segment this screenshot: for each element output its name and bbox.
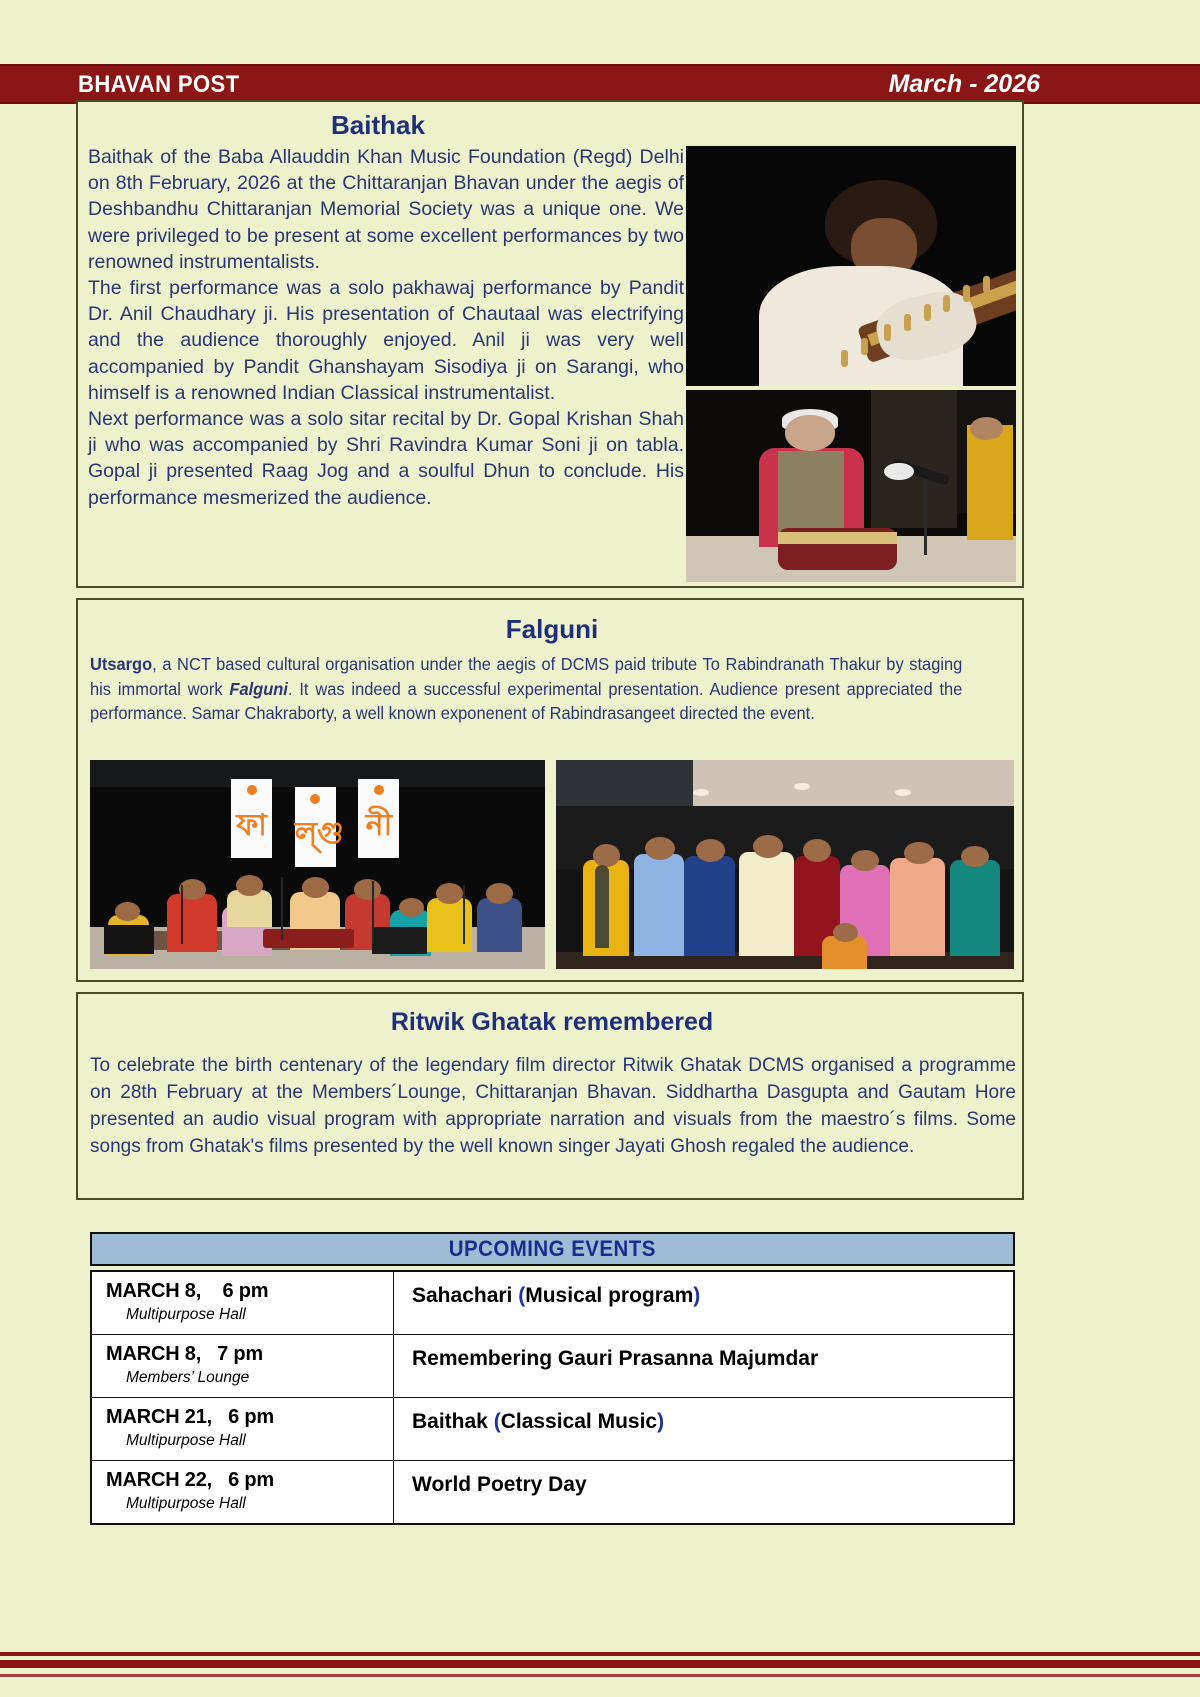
article-falguni [76,598,1024,982]
falguni-heading: Falguni [505,614,599,644]
event-venue: Multipurpose Hall [126,1306,246,1323]
falguni-body [90,652,962,726]
event-paren-text: Classical Music [500,1410,658,1433]
upcoming-events-table [90,1270,1015,1525]
ritwik-heading: Ritwik Ghatak remembered [390,1008,714,1036]
article-ritwik-ghatak [76,992,1024,1200]
footer-rule-bottom [0,1674,1200,1677]
event-when-cell [91,1271,394,1335]
event-when-cell [91,1335,394,1398]
event-what-cell [394,1461,1015,1525]
baithak-body [88,144,684,511]
event-date: MARCH 8, 6 pm [106,1280,269,1302]
falguni-lead-bold: Utsargo [90,654,153,674]
event-title [412,1284,700,1307]
event-paren-text: Musical program [525,1284,694,1307]
event-paren-close: ) [657,1410,665,1433]
footer-rule-mid [0,1660,1200,1668]
baithak-paragraph-1: Baithak of the Baba Allauddin Khan Music Foundation (Regd) Delhi on 8th February, 2026 at the Chittaranjan Bhavan under the aegis of Deshbandhu Chittaranjan Memorial Society was a unique one. We were privileged to be present at some excellent performances by two renowned instrumentalists. [88,146,684,273]
event-when-cell [91,1398,394,1461]
event-paren-open: ( [493,1410,501,1433]
masthead-bar [0,64,1200,104]
sitar-player-photo [686,146,1016,386]
table-row [91,1271,1014,1335]
event-title-main: World Poetry Day [412,1473,587,1496]
event-title-main: Sahachari [412,1284,519,1307]
falguni-text-part-2: . It was indeed a successful experimental presentation. Audience present appreciated the performance. Samar Chakraborty, a well known exponenent of Rabindrasangeet directed the event. [90,678,963,723]
event-title [412,1473,587,1496]
upcoming-events-title: UPCOMING EVENTS [448,1236,657,1261]
event-what-cell [394,1398,1015,1461]
event-when-cell [91,1461,394,1525]
footer-rule-top [0,1652,1200,1656]
event-what-cell [394,1335,1015,1398]
issue-date: March - 2026 [888,70,1040,98]
event-venue: Multipurpose Hall [126,1432,246,1449]
upcoming-events-section [90,1232,1015,1525]
publication-title: BHAVAN POST [78,71,240,98]
ritwik-body: To celebrate the birth centenary of the legendary film director Ritwik Ghatak DCMS organised a programme on 28th February at the Members´Lounge, Chittaranjan Bhavan. Siddhartha Dasgupta and Gautam Hore presented an audio visual program with appropriate narration and visuals from the maestro´s films. Some songs from Ghatak's films presented by the well known singer Jayati Ghosh regaled the audience. [90,1055,1016,1157]
event-paren-open: ( [518,1284,526,1307]
event-venue: Multipurpose Hall [126,1495,246,1512]
event-paren-close: ) [693,1284,701,1307]
event-title-main: Remembering Gauri Prasanna Majumdar [412,1347,819,1370]
event-title-main: Baithak [412,1410,494,1433]
falguni-group-photo [556,760,1014,969]
table-row [91,1461,1014,1525]
table-row [91,1335,1014,1398]
falguni-chorus-photo: ফা ল্গু নী [90,760,545,969]
event-date: MARCH 22, 6 pm [106,1469,274,1491]
event-date: MARCH 8, 7 pm [106,1343,264,1365]
event-title [412,1410,664,1433]
baithak-paragraph-3: Next performance was a solo sitar recital by Dr. Gopal Krishan Shah ji who was accompanied by Shri Ravindra Kumar Soni ji on tabla. Gopal ji presented Raag Jog and a soulful Dhun to conclude. His performance mesmerized the audience. [88,408,684,509]
table-row [91,1398,1014,1461]
article-baithak [76,100,1024,588]
event-date: MARCH 21, 6 pm [106,1406,274,1428]
falguni-emphasis: Falguni [229,678,288,699]
event-venue: Members’ Lounge [126,1369,250,1386]
pakhawaj-player-photo [686,390,1016,582]
baithak-heading: Baithak [331,110,425,140]
event-what-cell [394,1271,1015,1335]
falguni-text-part-1: , a NCT based cultural organisation under the aegis of DCMS paid tribute To Rabindranath Thakur by staging his immortal work [90,654,963,699]
upcoming-events-header [90,1232,1015,1266]
baithak-paragraph-2: The first performance was a solo pakhawaj performance by Pandit Dr. Anil Chaudhary ji. His presentation of Chautaal was electrifying and the audience thoroughly enjoyed. Anil ji was very well accompanied by Pandit Ghanshayam Sisodiya ji on Sarangi, who himself is a renowned Indian Classical instrumentalist. [88,277,684,404]
event-title [412,1347,818,1370]
